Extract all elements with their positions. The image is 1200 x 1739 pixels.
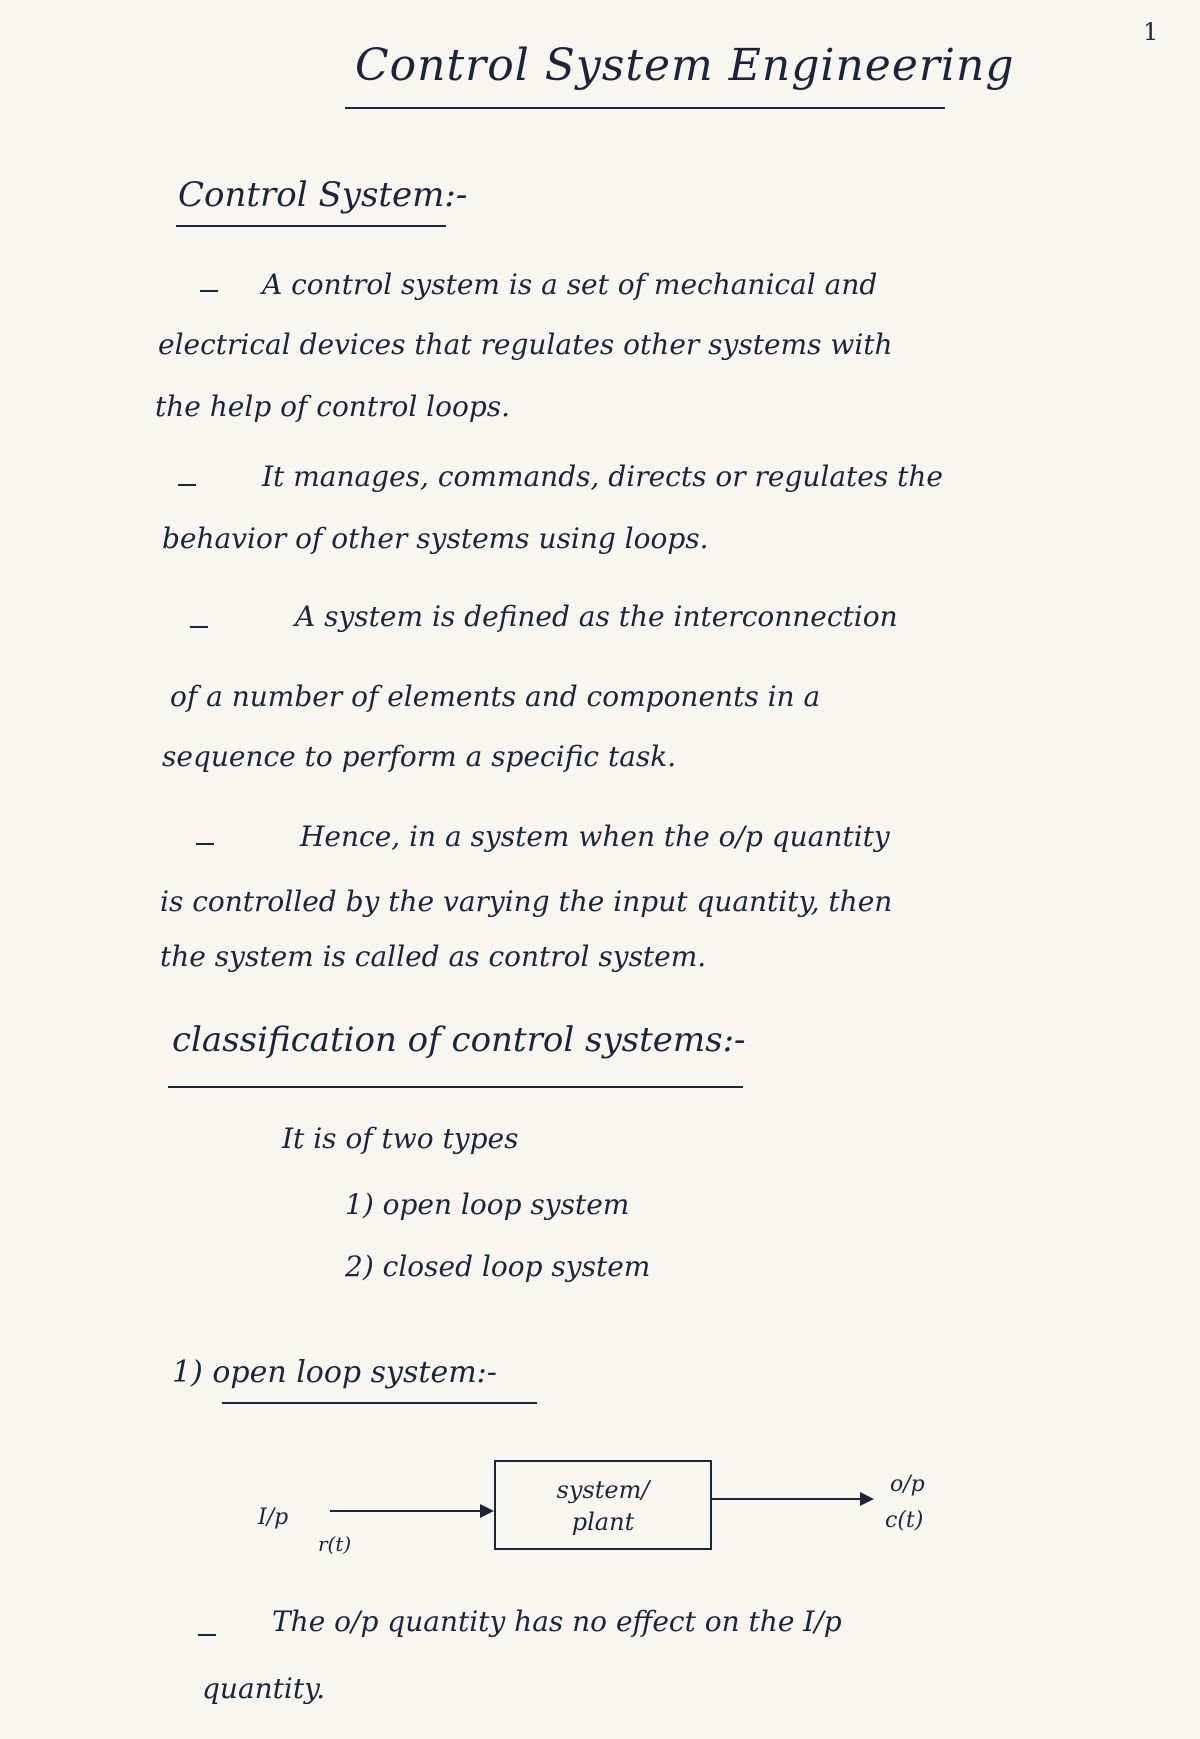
output-arrow-line bbox=[712, 1498, 862, 1500]
title-underline bbox=[345, 107, 945, 109]
section-heading-classification: classification of control systems:- bbox=[172, 1020, 746, 1060]
classification-item-2: 2) closed loop system bbox=[345, 1250, 651, 1283]
bullet-dash bbox=[200, 290, 218, 292]
para4-line1: Hence, in a system when the o/p quantity bbox=[300, 820, 890, 853]
page-number: 1 bbox=[1143, 18, 1159, 46]
para1-line1: A control system is a set of mechanical and bbox=[262, 268, 878, 301]
open-loop-note-line1: The o/p quantity has no effect on the I/p bbox=[272, 1605, 842, 1638]
heading-underline bbox=[222, 1402, 537, 1404]
bullet-dash bbox=[190, 626, 208, 628]
input-signal-label: r(t) bbox=[318, 1532, 352, 1556]
classification-intro: It is of two types bbox=[282, 1122, 519, 1155]
input-arrow-line bbox=[330, 1510, 480, 1512]
para3-line1: A system is defined as the interconnection bbox=[295, 600, 898, 633]
output-label: o/p bbox=[890, 1472, 925, 1497]
para4-line2: is controlled by the varying the input quantity, then bbox=[160, 885, 893, 918]
open-loop-note-line2: quantity. bbox=[202, 1672, 326, 1705]
block-label-line2: plant bbox=[571, 1508, 635, 1536]
para1-line3: the help of control loops. bbox=[155, 390, 511, 423]
para2-line1: It manages, commands, directs or regulates the bbox=[262, 460, 943, 493]
section-heading-open-loop: 1) open loop system:- bbox=[172, 1355, 497, 1390]
heading-underline bbox=[176, 225, 446, 227]
bullet-dash bbox=[196, 843, 214, 845]
heading-underline bbox=[168, 1086, 743, 1088]
output-arrow-head bbox=[860, 1492, 874, 1506]
para2-line2: behavior of other systems using loops. bbox=[162, 522, 709, 555]
block-label-line1: system/ bbox=[556, 1476, 650, 1504]
input-arrow-head bbox=[480, 1504, 494, 1518]
para1-line2: electrical devices that regulates other systems with bbox=[158, 328, 893, 361]
page-title: Control System Engineering bbox=[355, 40, 1015, 91]
output-signal-label: c(t) bbox=[885, 1508, 924, 1533]
classification-item-1: 1) open loop system bbox=[345, 1188, 630, 1221]
system-plant-block bbox=[494, 1460, 712, 1550]
input-label: I/p bbox=[258, 1505, 289, 1530]
section-heading-control-system: Control System:- bbox=[178, 175, 468, 215]
para4-line3: the system is called as control system. bbox=[160, 940, 707, 973]
para3-line2: of a number of elements and components in a bbox=[170, 680, 821, 713]
bullet-dash bbox=[178, 484, 196, 486]
bullet-dash bbox=[198, 1634, 216, 1636]
para3-line3: sequence to perform a specific task. bbox=[162, 740, 677, 773]
